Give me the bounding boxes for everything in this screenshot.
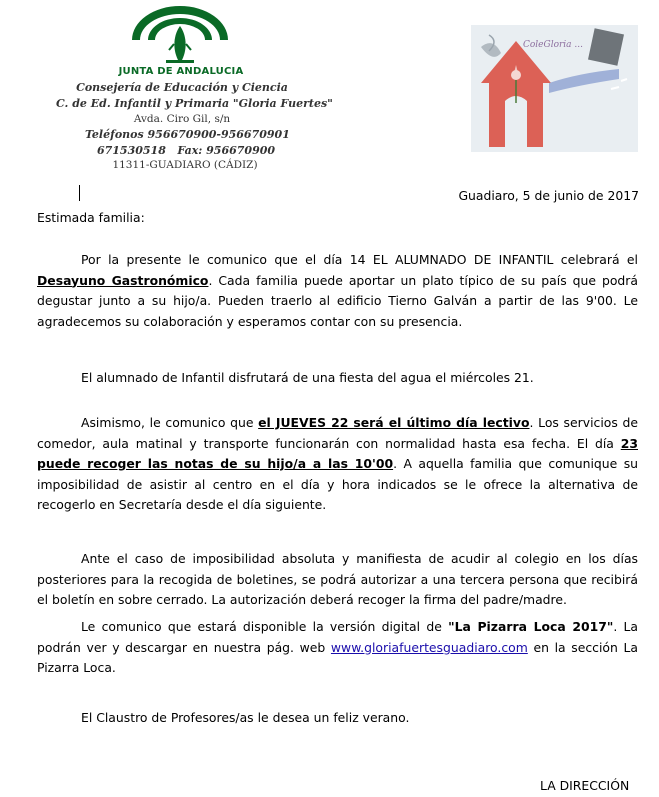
school-name-line: C. de Ed. Infantil y Primaria "Gloria Fuertes": [56, 97, 333, 110]
consejeria-line: Consejería de Educación y Ciencia: [76, 81, 288, 94]
p1-highlight: Desayuno Gastronómico: [37, 272, 209, 288]
website-link[interactable]: www.gloriafuertesguadiaro.com: [330, 639, 528, 655]
p3-text-a: Asimismo, le comunico que: [81, 415, 259, 430]
address-line: Avda. Ciro Gil, s/n: [133, 113, 231, 125]
p1-text-a: Por la presente le comunico que el día 14 EL ALUMNADO DE INFANTIL celebrará el: [81, 252, 638, 267]
paragraph-farewell: El Claustro de Profesores/as le desea un feliz verano.: [81, 710, 410, 725]
org-name: JUNTA DE ANDALUCIA: [118, 66, 244, 77]
greeting: Estimada familia:: [37, 210, 145, 225]
mobile-number: 671530518: [96, 144, 166, 157]
paragraph-pizarra-loca: [37, 617, 638, 679]
text-cursor: [79, 185, 80, 201]
phones-line: Teléfonos 956670900-956670901: [85, 128, 290, 141]
paragraph-authorization: Ante el caso de imposibilidad absoluta y manifiesta de acudir al colegio en los días posteriores para la recogida de boletines, se podrá autorizar a una tercera persona que recibirá el boletín en sobre cerrado. La autorización deberá recoger la firma del padre/madre.: [37, 551, 638, 607]
p3-highlight-last-day: el JUEVES 22 será el último día lectivo: [258, 415, 530, 430]
p5-text-a: Le comunico que estará disponible la versión digital de: [81, 619, 449, 634]
fax-number: Fax: 956670900: [177, 144, 276, 157]
paragraph-water-party: El alumnado de Infantil disfrutará de una fiesta del agua el miércoles 21.: [81, 370, 534, 385]
signature: LA DIRECCIÓN: [540, 778, 630, 793]
paragraph-last-day: [37, 413, 638, 516]
p5-text-d: en la sección La Pizarra Loca.: [37, 639, 639, 675]
p3-text-c: . Los servicios de comedor, aula matinal y transporte funcionarán con normalidad hasta esa fecha. El día: [37, 415, 638, 451]
p5-magazine-title: "La Pizarra Loca 2017": [448, 619, 614, 634]
p5-text-c: . La podrán ver y descargar en nuestra pág. web: [37, 619, 639, 655]
paragraph-breakfast: [37, 250, 638, 332]
p3-highlight-grades: 23 puede recoger las notas de su hijo/a a las 10'00: [37, 435, 638, 471]
school-house-illustration: [471, 25, 638, 152]
p1-text-c: . Cada familia puede aportar un plato típico de su país que podrá degustar junto a su hijo/a. Pueden traerlo al edificio Tierno Galván a partir de las 9'00. Le agradecemos su colaboración y esperamos contar con su presencia.: [37, 272, 638, 329]
junta-andalucia-logo: [128, 4, 232, 68]
p3-text-e: . A aquella familia que comunique su imposibilidad de asistir al centro en el día y hora indicados se le ofrece la alternativa de recogerlo en Secretaría desde el día siguiente.: [37, 456, 639, 512]
postal-line: 11311-GUADIARO (CÁDIZ): [112, 159, 258, 171]
letter-date: Guadiaro, 5 de junio de 2017: [458, 188, 639, 203]
illustration-text: ColeGloria ...: [523, 40, 583, 50]
mobile-fax-line: [96, 144, 276, 157]
